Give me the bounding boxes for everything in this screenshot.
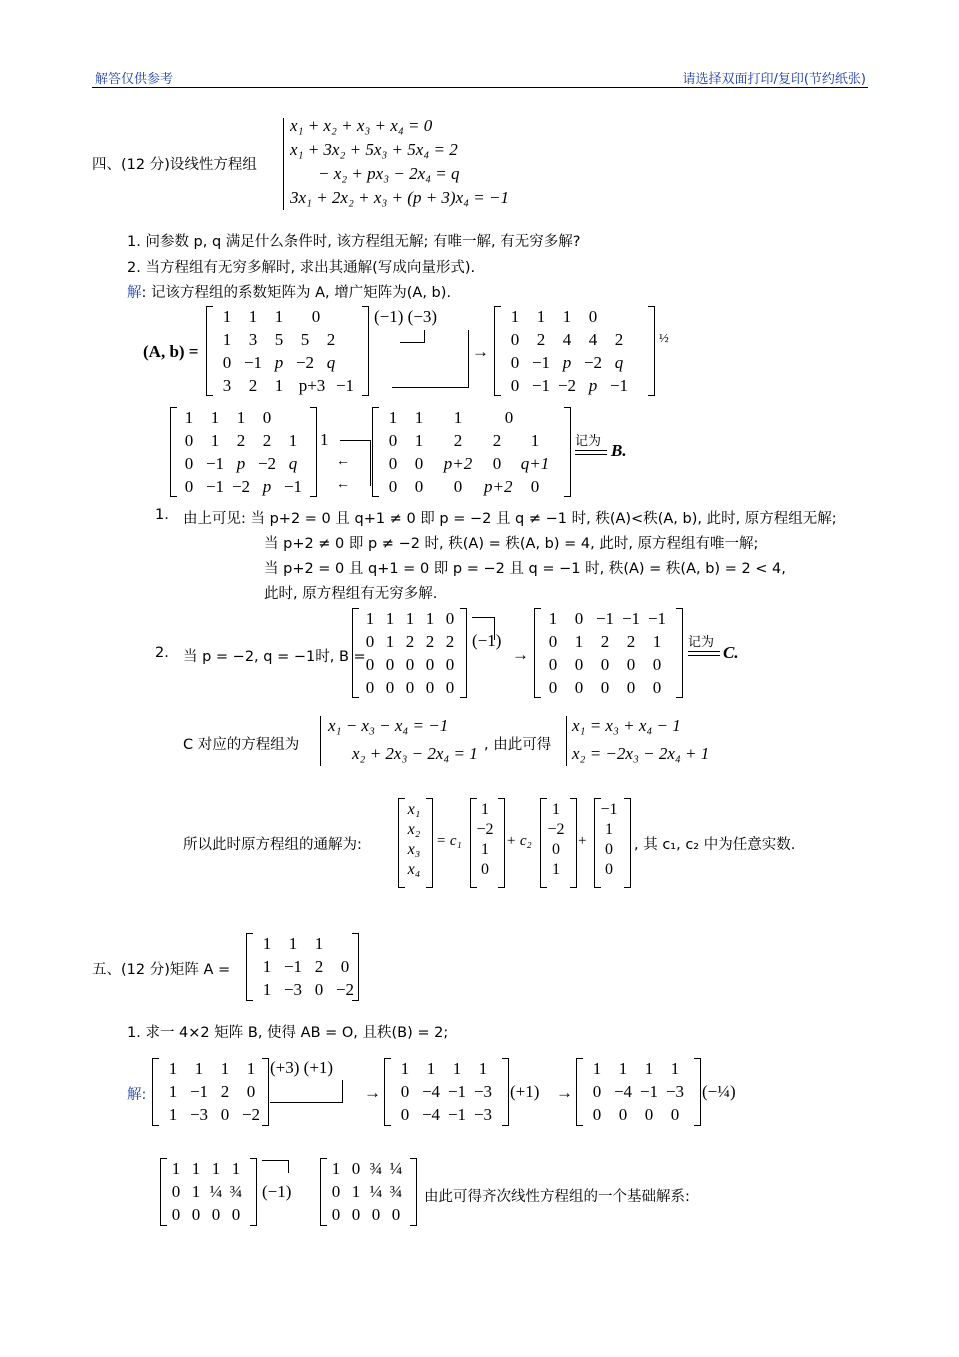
c-sol-2: x₂ = −2x₃ − 2x₄ + 1	[572, 744, 710, 763]
conclusion-1c: 当 p+2 = 0 且 q+1 = 0 即 p = −2 且 q = −1 时, 秩(A) = 秩(A, b) = 2 < 4,	[264, 561, 786, 577]
c2-text: 当 p = −2, q = −1时, B =	[183, 649, 366, 665]
c1-num: 1.	[155, 507, 169, 523]
bracket-right	[410, 1158, 417, 1226]
system-brace	[320, 716, 321, 766]
op-arrow-2	[392, 330, 469, 388]
q5-item-1: 1. 求一 4×2 矩阵 B, 使得 AB = O, 且秩(B) = 2;	[127, 1025, 449, 1041]
bracket-right	[648, 306, 655, 396]
equation-4: 3x₁ + 2x₂ + x₃ + (p + 3)x₄ = −1	[290, 188, 509, 207]
eq-line	[688, 651, 720, 652]
op-arrow	[270, 1080, 343, 1103]
arrow-right-icon: →	[512, 645, 529, 664]
bracket-right	[310, 407, 317, 497]
system-brace	[566, 716, 567, 766]
solution-line: 解: 记该方程组的系数矩阵为 A, 增广矩阵为(A, b).	[127, 285, 452, 301]
matrix-c: 1 0 −1 −1 −1 0 1 2 2 1 0 0 0 0 0 0 0 0 0 0	[548, 608, 667, 697]
equation-2: x₁ + 3x₂ + 5x₃ + 5x₄ = 2	[290, 140, 458, 159]
row-op: (−1)	[262, 1182, 292, 1201]
row-ops-1: (−1) (−3)	[374, 307, 438, 326]
op-arrow	[472, 617, 495, 640]
gen-post: , 其 c₁, c₂ 中为任意实数.	[634, 837, 796, 853]
bracket-left	[576, 1058, 583, 1126]
gen-plus-2: +	[578, 833, 587, 849]
arrow-right-icon: →	[556, 1083, 573, 1102]
q4-title: 四、(12 分)设线性方程组	[92, 157, 257, 173]
bracket-right	[694, 1058, 701, 1126]
bracket-left	[352, 608, 359, 698]
bracket-right	[262, 1058, 269, 1126]
q5-solution-label: 解:	[127, 1087, 147, 1103]
c-sys-pre: C 对应的方程组为	[183, 737, 300, 753]
matrix-a: 1 1 1 1 −1 2 0 1 −3 0 −2	[262, 933, 355, 999]
c-label: C.	[723, 643, 739, 662]
solution-label: 解	[127, 285, 142, 301]
matrix-r4: 1 1 1 1 0 1 ¼ ¾ 0 0 0 0	[171, 1158, 243, 1224]
header-right: 请选择双面打印/复印(节约纸张)	[682, 72, 866, 87]
system-brace	[283, 118, 284, 210]
conclusion-1a: 由上可见: 当 p+2 = 0 且 q+1 ≠ 0 即 p = −2 且 q ≠ −1 时, 秩(A)<秩(A, b), 此时, 原方程组无解;	[183, 511, 837, 527]
matrix-r1: 1 1 1 1 1 −1 2 0 1 −3 0 −2	[168, 1058, 261, 1124]
arrow-left-icon: ←	[336, 454, 350, 469]
arrow-right-icon: →	[364, 1083, 381, 1102]
bracket-right	[564, 407, 571, 497]
ab-label: (A, b) =	[143, 342, 199, 361]
c-sol-1: x₁ = x₃ + x₄ − 1	[572, 716, 681, 735]
row-ops: (+3) (+1)	[270, 1058, 334, 1077]
bracket-right	[676, 608, 683, 698]
q4-item-1: 1. 问参数 p, q 满足什么条件时, 该方程组无解; 有唯一解, 有无穷多解?	[127, 234, 581, 250]
matrix-step-3: 1 1 1 0 0 1 2 2 1 0 −1 p −2 q 0 −1 −2 p −1	[184, 407, 303, 496]
matrix-b: 1 1 1 1 0 0 1 2 2 2 0 0 0 0 0 0 0 0 0 0	[365, 608, 455, 697]
q4-item-2: 2. 当方程组有无穷多解时, 求出其通解(写成向量形式).	[127, 260, 476, 276]
bracket-left	[206, 306, 213, 396]
gen-eq: = c₁	[436, 833, 462, 849]
row-op: 1	[320, 430, 329, 449]
note-label: 记为	[575, 434, 602, 449]
row-op: (−1)	[472, 631, 502, 650]
eq-line	[575, 454, 607, 455]
bracket-right	[502, 1058, 509, 1126]
c2-num: 2.	[155, 645, 169, 661]
note-label: 记为	[688, 635, 715, 650]
gen-plus-1: + c₂	[506, 833, 532, 849]
bracket-left	[246, 933, 253, 1001]
eq-line	[688, 655, 720, 656]
bracket-right	[250, 1158, 257, 1226]
bracket-left	[494, 306, 501, 396]
vector-3: −1 1 0 0	[600, 801, 618, 878]
arrow-left-icon: ←	[336, 477, 350, 492]
eq-line	[575, 450, 607, 451]
c-mid: , 由此可得	[484, 737, 552, 753]
gen-pre: 所以此时原方程组的通解为:	[183, 837, 362, 853]
equation-3: − x₂ + px₃ − 2x₄ = q	[318, 164, 460, 183]
bracket-left	[152, 1058, 159, 1126]
row-op: (−¼)	[702, 1082, 736, 1101]
matrix-r5: 1 0 ¾ ¼ 0 1 ¼ ¾ 0 0 0 0	[331, 1158, 403, 1224]
header-left: 解答仅供参考	[95, 72, 174, 87]
bracket-right	[570, 798, 577, 888]
bracket-right	[498, 798, 505, 888]
bracket-right	[352, 933, 359, 1001]
vector-2: 1 −2 0 1	[547, 801, 565, 878]
matrix-r3: 1 1 1 1 0 −4 −1 −3 0 0 0 0	[592, 1058, 685, 1124]
bracket-left	[372, 407, 379, 497]
conclusion-1d: 此时, 原方程组有无穷多解.	[264, 586, 438, 602]
vector-x: x₁ x₂ x₃ x₄	[407, 801, 421, 878]
b-label: B.	[611, 441, 627, 460]
vector-1: 1 −2 1 0	[476, 801, 494, 878]
op-arrow	[262, 1160, 289, 1173]
equation-1: x₁ + x₂ + x₃ + x₄ = 0	[290, 116, 433, 135]
q5-tail: 由此可得齐次线性方程组的一个基础解系:	[424, 1189, 690, 1205]
c-eq-1: x₁ − x₃ − x₄ = −1	[328, 716, 449, 735]
bracket-right	[426, 798, 433, 888]
conclusion-1b: 当 p+2 ≠ 0 即 p ≠ −2 时, 秩(A) = 秩(A, b) = 4, 此时, 原方程组有唯一解;	[264, 536, 759, 552]
arrow-right-icon: →	[472, 342, 489, 361]
matrix-step-4: 1 1 1 0 0 1 2 2 1 0 0 p+2 0 q+1 0 0 0 p+2 0	[388, 407, 550, 496]
bracket-left	[384, 1058, 391, 1126]
q5-title: 五、(12 分)矩阵 A =	[92, 962, 231, 978]
header-rule	[92, 87, 868, 88]
matrix-step-2: 1 1 1 0 0 2 4 4 2 0 −1 p −2 q 0 −1 −2 p −1	[510, 306, 629, 395]
row-op: (+1)	[510, 1082, 540, 1101]
bracket-right	[460, 608, 467, 698]
matrix-r2: 1 1 1 1 0 −4 −1 −3 0 −4 −1 −3	[400, 1058, 493, 1124]
matrix-ab: 1 1 1 0 1 3 5 5 2 0 −1 p −2 q 3 2 1 p+3 −1	[222, 306, 355, 395]
bracket-right	[624, 798, 631, 888]
c-eq-2: x₂ + 2x₃ − 2x₄ = 1	[352, 744, 478, 763]
bracket-right	[362, 306, 369, 396]
scale-op: ½	[659, 330, 669, 345]
